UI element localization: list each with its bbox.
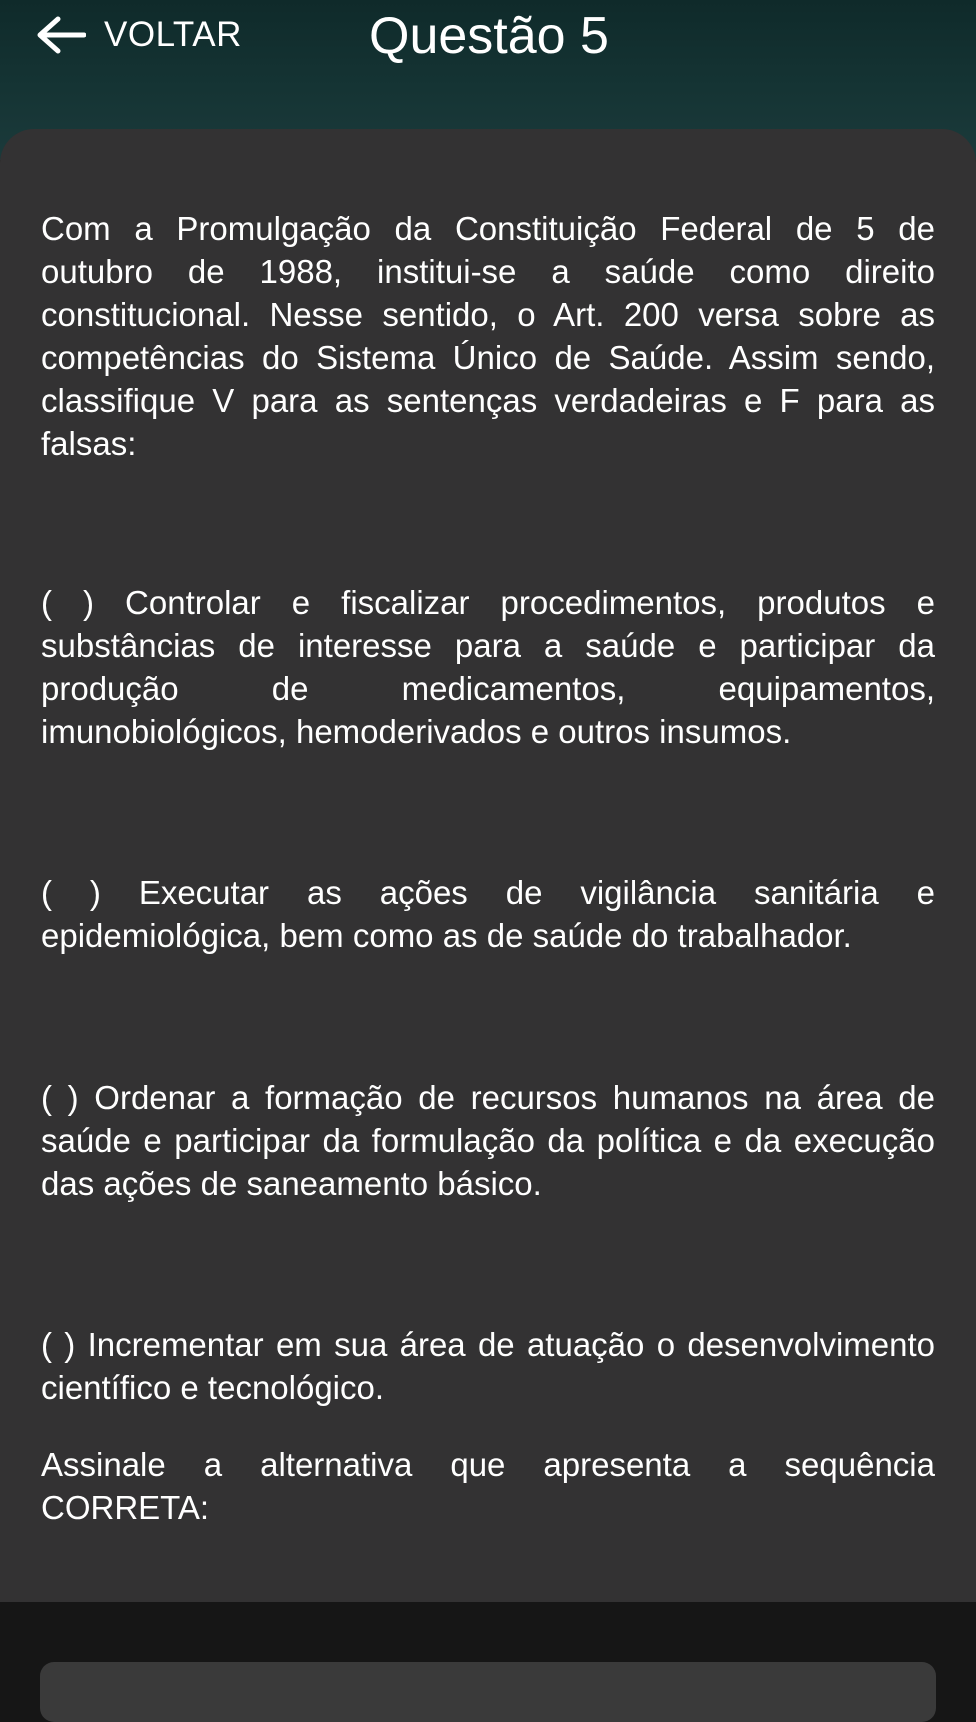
statement-2: ( ) Executar as ações de vigilância sanitária e epidemiológica, bem como as de saúde do trabalhador.	[41, 874, 935, 954]
question-prompt: Com a Promulgação da Constituição Federal de 5 de outubro de 1988, institui-se a saúde como direito constitucional. Nesse sentido, o Art. 200 versa sobre as competências do Sistema Único de Saúde. Assim sendo, classifique V para as sentenças verdadeiras e F para as falsas:	[41, 210, 935, 462]
page-title: Questão 5	[369, 7, 609, 65]
statement-1: ( ) Controlar e fiscalizar procedimentos, produtos e substâncias de interesse para a saúde e participar da produção de medicamentos, equipamentos, imunobiológicos, hemoderivados e outros insumos.	[41, 584, 935, 750]
back-button[interactable]	[34, 10, 242, 60]
answer-option[interactable]	[40, 1662, 936, 1722]
statement-4: ( ) Incrementar em sua área de atuação o desenvolvimento científico e tecnológico.	[41, 1326, 935, 1406]
statement-3: ( ) Ordenar a formação de recursos humanos na área de saúde e participar da formulação da política e da execução das ações de saneamento básico.	[41, 1079, 935, 1202]
arrow-left-icon	[34, 15, 86, 55]
question-card	[0, 129, 976, 1602]
back-label: VOLTAR	[104, 15, 242, 54]
question-instruction: Assinale a alternativa que apresenta a sequência CORRETA:	[41, 1446, 935, 1526]
